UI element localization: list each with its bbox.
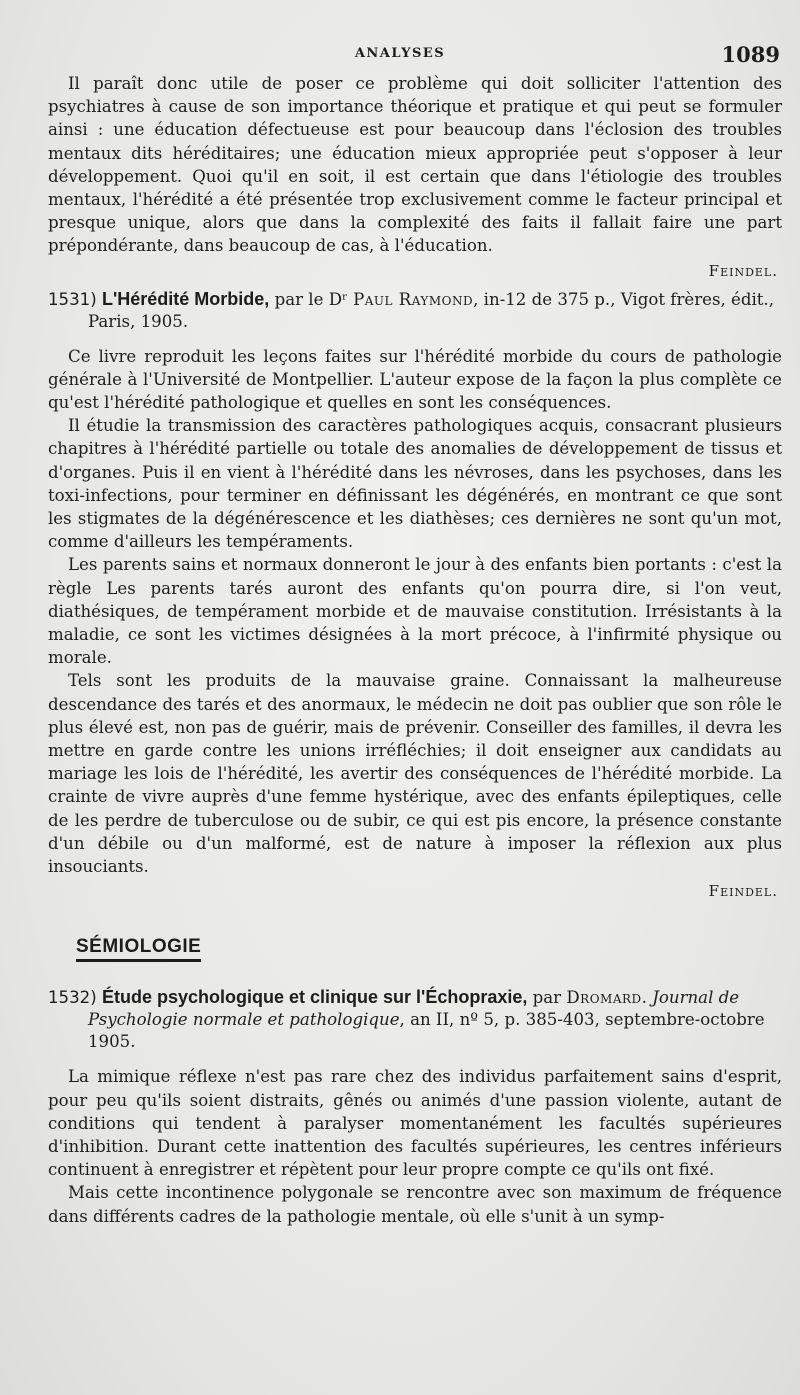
body-paragraph: Les parents sains et normaux donneront le jour à des enfants bien portants : c'est la règle Les parents tarés auront des enfants qu'on pourra dire, si l'on veut, diathésiques, de tempérament morbide et de mauvaise constitution. Irrésistants à la maladie, ce sont les victimes désignées à la mort précoce, à l'infirmité physique ou morale.	[48, 555, 782, 668]
entry-after-author: .	[641, 988, 653, 1008]
entry-by: par le Dʳ	[269, 289, 354, 309]
intro-paragraph: Il paraît donc utile de poser ce problème qui doit solliciter l'attention des psychiatres à cause de son importance théorique et pratique et qui peut se formuler ainsi : une éducation défectueuse est pour beaucoup dans l'éclosion des troubles mentaux dits héréditaires; une éducation mieux appropriée peut s'opposer à leur développement. Quoi qu'il en soit, il est certain que dans l'étiologie des troubles mentaux, l'hérédité a été présentée trop exclusivement comme le facteur principal et presque unique, alors que dans la complexité des faits il fallait faire une part prépondérante, dans beaucoup de cas, à l'éducation.	[48, 74, 782, 256]
signature: Feindel.	[708, 261, 778, 280]
entry-heading-1531	[48, 288, 782, 333]
section-heading-wrap	[48, 908, 782, 980]
page-number: 1089	[721, 42, 780, 67]
entry-details: , in-12 de 375 p., Vigot frères, édit., Paris, 1905.	[88, 289, 774, 331]
body-paragraph: Tels sont les produits de la mauvaise graine. Connaissant la malheureuse descendance des tarés et des anormaux, le médecin ne doit pas oublier que son rôle le plus élevé est, non pas de guérir, mais de prévenir. Conseiller des familles, il devra les mettre en garde contre les unions irréfléchies; il doit enseigner aux candidats au mariage les lois de l'hérédité, les avertir des conséquences de l'hérédité morbide. La crainte de vivre auprès d'une femme hystérique, avec des enfants épileptiques, celle de les perdre de tuberculose ou de subir, ce qui est pis encore, la présence constante d'un débile ou d'un malformé, est de nature à imposer la réflexion aux plus insouciants.	[48, 671, 782, 877]
entry-number: 1531)	[48, 289, 97, 309]
entry-by: par	[527, 988, 567, 1008]
signature: Feindel.	[708, 882, 778, 901]
body-paragraph: Ce livre reproduit les leçons faites sur l'hérédité morbide du cours de pathologie générale à l'Université de Montpellier. L'auteur expose de la façon la plus complète ce qu'est l'hérédité pathologique et quelles en sont les conséquences.	[48, 346, 782, 413]
page-header	[0, 44, 800, 68]
page-content	[48, 72, 782, 1228]
entry-details: , an II, nº 5, p. 385-403, septembre-octobre 1905.	[88, 1010, 765, 1052]
entry-journal: Journal de Psychologie normale et pathologique	[88, 988, 740, 1030]
running-head: ANALYSES	[354, 46, 446, 61]
section-heading: SÉMIOLOGIE	[76, 936, 201, 962]
entry-author: Dromard	[566, 988, 642, 1008]
body-paragraph: Il étudie la transmission des caractères pathologiques acquis, consacrant plusieurs chapitres à l'hérédité partielle ou totale des anomalies de développement de tissus et d'organes. Puis il en vient à l'hérédité dans les névroses, dans les psychoses, dans les toxi-infections, pour terminer en définissant les dégénérés, en montrant ce que sont les stigmates de la dégénérescence et les diathèses; ces dernières ne sont qu'un mot, comme d'ailleurs les tempéraments.	[48, 416, 782, 552]
body-paragraph: Mais cette incontinence polygonale se rencontre avec son maximum de fréquence dans différents cadres de la pathologie mentale, où elle s'unit à un symp-	[48, 1183, 782, 1226]
entry-title: Étude psychologique et clinique sur l'Échopraxie,	[102, 987, 528, 1008]
entry-heading-1532	[48, 986, 782, 1053]
entry-title: L'Hérédité Morbide,	[102, 288, 270, 309]
body-paragraph: La mimique réflexe n'est pas rare chez des individus parfaitement sains d'esprit, pour peu qu'ils soient distraits, gênés ou animés d'une passion violente, autant de conditions qui tendent à paralyser momentanément les facultés supérieures d'inhibition. Durant cette inattention des facultés supérieures, les centres inférieurs continuent à enregistrer et répètent pour leur propre compte ce qu'ils ont fixé.	[48, 1067, 782, 1180]
entry-author: Paul Raymond	[353, 289, 474, 309]
entry-number: 1532)	[48, 988, 97, 1008]
